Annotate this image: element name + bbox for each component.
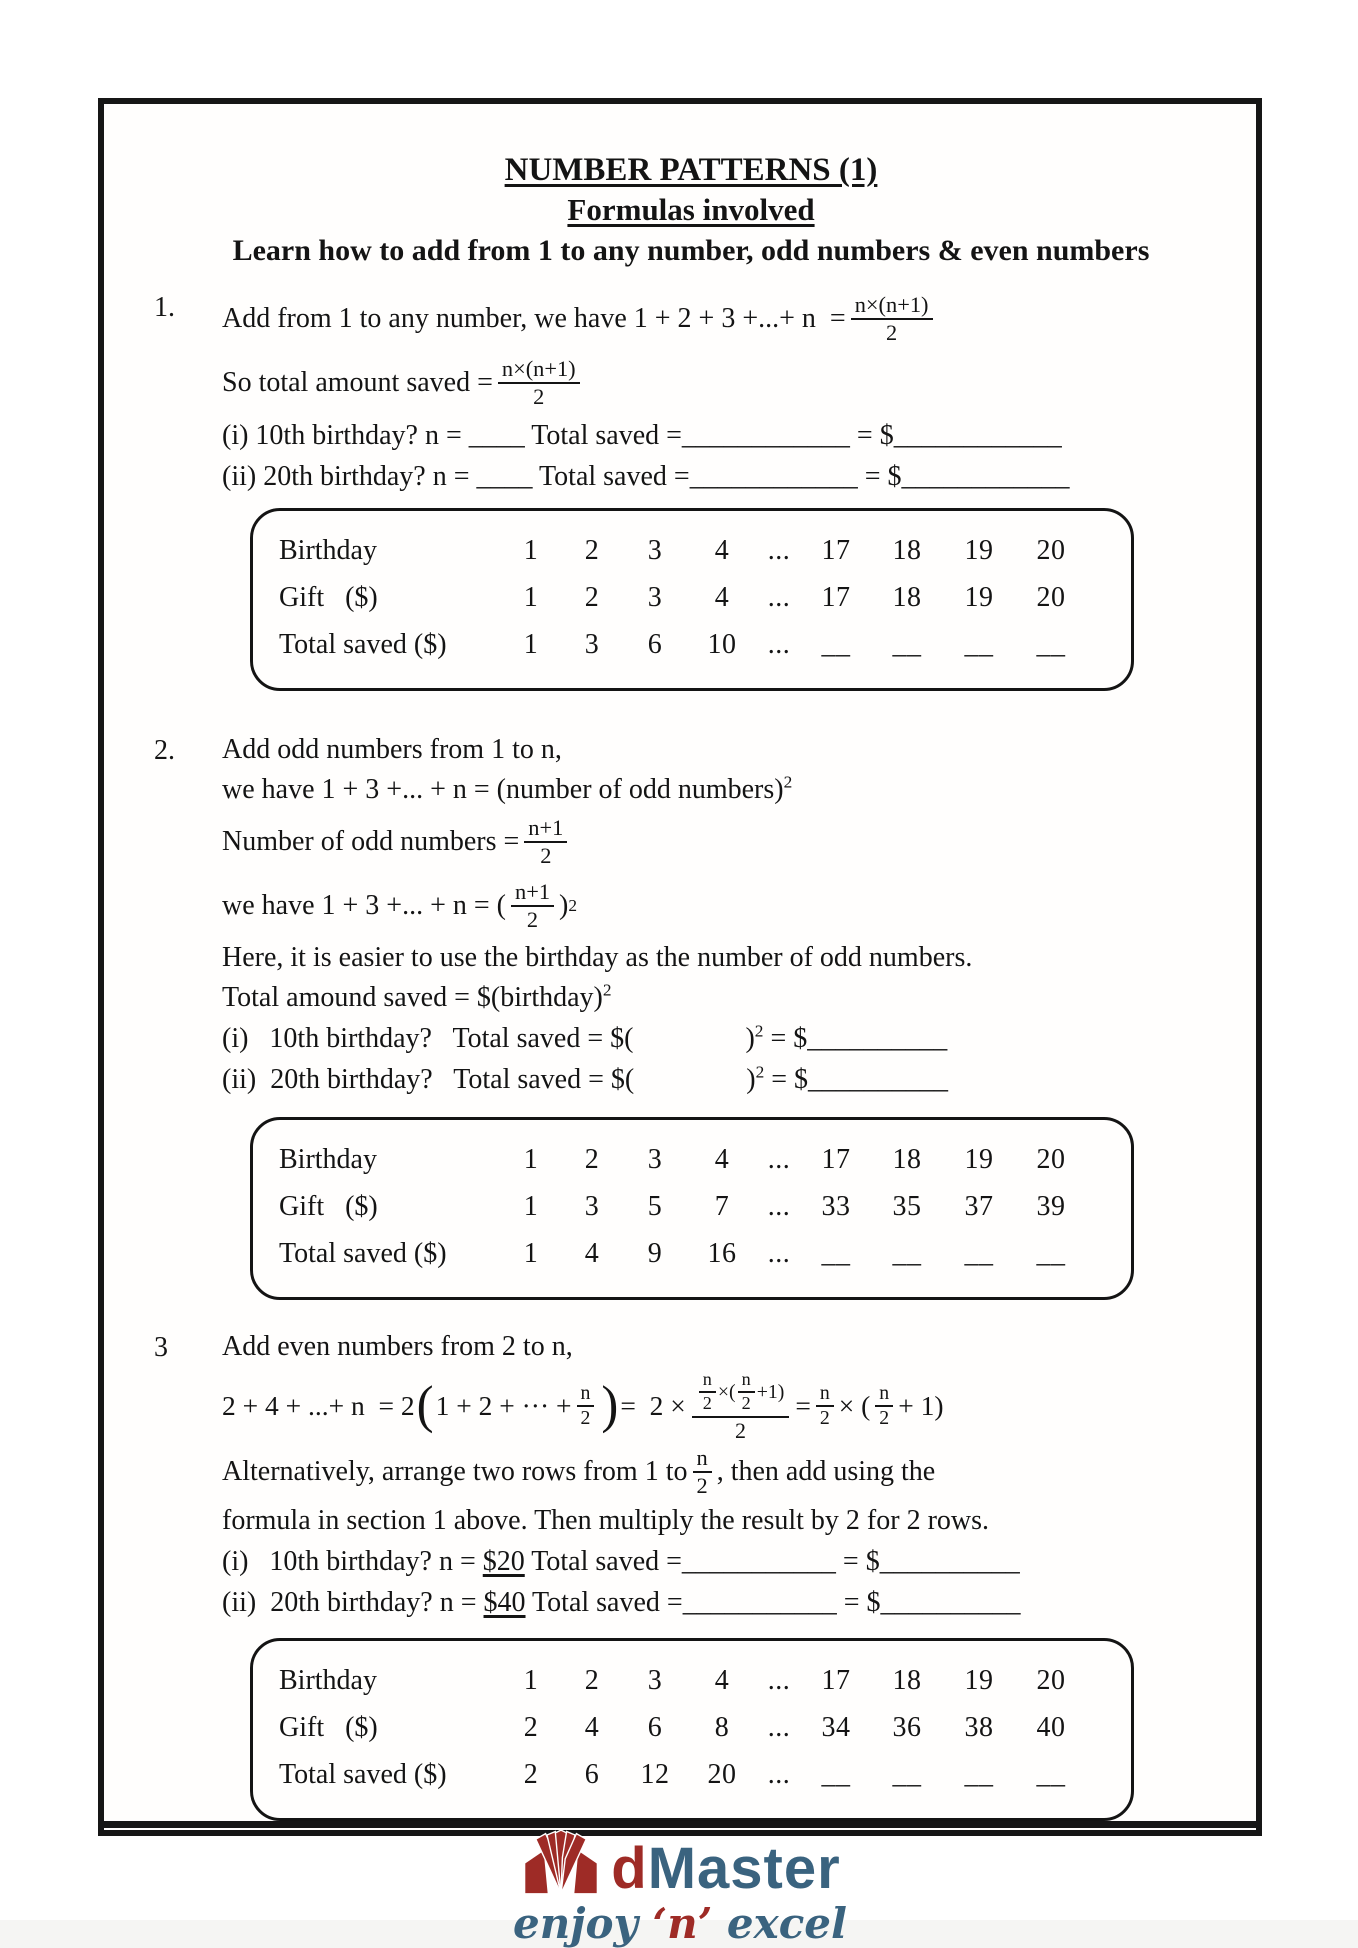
cell: 3 xyxy=(647,1665,663,1696)
item-text: (i) 10th birthday? Total saved = $( xyxy=(222,1023,634,1054)
cell: 2 xyxy=(523,1759,539,1790)
cell: 1 xyxy=(523,1665,539,1696)
section-1-saved-line xyxy=(222,352,1228,414)
numerator xyxy=(692,1370,790,1417)
cell: 1 xyxy=(523,535,539,566)
section-2-item-i xyxy=(222,1019,1228,1058)
close-paren: ) xyxy=(601,1375,619,1435)
blank-cell: __ xyxy=(821,1759,851,1790)
numerator: n xyxy=(875,1383,893,1407)
cell: 1 xyxy=(523,1238,539,1269)
table-row xyxy=(279,527,1107,574)
cell: 19 xyxy=(964,1665,994,1696)
section-3-line-4: formula in section 1 above. Then multiply the result by 2 for 2 rows. xyxy=(222,1505,990,1536)
blank-cell: __ xyxy=(821,1238,851,1269)
brand-slogan xyxy=(513,1900,847,1948)
cell: 7 xyxy=(714,1191,730,1222)
cell: 18 xyxy=(892,1665,922,1696)
brand-wordmark xyxy=(611,1836,841,1901)
cell: 5 xyxy=(647,1191,663,1222)
cell: 4 xyxy=(714,1144,730,1175)
big-fraction xyxy=(692,1370,790,1441)
cell: 3 xyxy=(584,629,600,660)
blank-cell: __ xyxy=(964,629,994,660)
line-text: Number of odd numbers = xyxy=(222,826,520,857)
numerator: n xyxy=(738,1370,755,1393)
cell: 38 xyxy=(964,1712,994,1743)
close-paren: ) xyxy=(746,1064,756,1095)
dmaster-logo-icon xyxy=(519,1828,603,1898)
section-3-formula xyxy=(222,1368,1228,1444)
formula-text: ×( xyxy=(717,1380,736,1403)
item-text: Total saved =___________ = $__________ xyxy=(525,1587,1021,1618)
table-row xyxy=(279,574,1107,621)
cell: 10 xyxy=(707,629,737,660)
cell: 2 xyxy=(584,1144,600,1175)
cell: 6 xyxy=(584,1759,600,1790)
section-1-body xyxy=(222,288,1228,498)
formula-text: = 2 × xyxy=(620,1390,686,1421)
fraction xyxy=(693,1446,712,1498)
line-text: we have 1 + 3 +... + n = ( xyxy=(222,890,506,921)
filled-answer: $20 xyxy=(482,1546,525,1577)
cell: 17 xyxy=(821,535,851,566)
pattern-table-2 xyxy=(250,1117,1134,1300)
cell: 1 xyxy=(523,582,539,613)
row-label: Birthday xyxy=(279,1144,377,1175)
fraction xyxy=(816,1383,834,1430)
section-2-number: 2. xyxy=(154,735,175,766)
page-title: NUMBER PATTERNS (1) xyxy=(504,152,878,188)
blank-cell: __ xyxy=(1036,1238,1066,1269)
brand-d: d xyxy=(611,1836,648,1901)
row-label: Total saved ($) xyxy=(279,629,447,660)
numerator: n xyxy=(816,1383,834,1407)
numerator: n×(n+1) xyxy=(851,293,933,320)
fraction xyxy=(738,1370,755,1413)
blank-cell: __ xyxy=(1036,629,1066,660)
cell: 12 xyxy=(640,1759,670,1790)
numerator: n+1 xyxy=(524,816,567,843)
line-text: we have 1 + 3 +... + n = (number of odd numbers) xyxy=(222,774,784,805)
blank-cell: __ xyxy=(1036,1759,1066,1790)
intro-text: Add from 1 to any number, we have 1 + 2 + 3 +...+ n = xyxy=(222,303,846,334)
section-2-item-ii xyxy=(222,1060,1228,1099)
item-text: (i) 10th birthday? n = xyxy=(222,1546,483,1577)
cell: 2 xyxy=(584,535,600,566)
exponent: 2 xyxy=(602,980,612,1000)
table-row xyxy=(279,1183,1107,1230)
cell: 1 xyxy=(523,1191,539,1222)
cell: 8 xyxy=(714,1712,730,1743)
row-label: Birthday xyxy=(279,1665,377,1696)
table-row xyxy=(279,1136,1107,1183)
numerator: n+1 xyxy=(511,880,554,907)
cell: 2 xyxy=(584,1665,600,1696)
formula-text: 1 + 2 + ··· + xyxy=(435,1390,572,1421)
cell: 16 xyxy=(707,1238,737,1269)
item-text: Total saved =___________ = $__________ xyxy=(524,1546,1020,1577)
formula-text: = xyxy=(795,1390,811,1421)
title-block xyxy=(154,150,1228,272)
pattern-table-1 xyxy=(250,508,1134,691)
section-1-number: 1. xyxy=(154,292,175,323)
line-text: Alternatively, arrange two rows from 1 to xyxy=(222,1456,688,1487)
cell: 3 xyxy=(584,1191,600,1222)
slogan-n: ‘n’ xyxy=(652,1899,713,1948)
fraction xyxy=(875,1383,893,1430)
denominator: 2 xyxy=(819,1407,830,1429)
formula-text: +1) xyxy=(756,1380,785,1403)
blank-cell: __ xyxy=(821,629,851,660)
cell: 6 xyxy=(647,629,663,660)
cell: 20 xyxy=(707,1759,737,1790)
section-2-line-1: Add odd numbers from 1 to n, xyxy=(222,734,562,765)
cell: ... xyxy=(767,535,791,566)
cell: 3 xyxy=(647,535,663,566)
fraction xyxy=(498,357,580,409)
cell: 19 xyxy=(964,582,994,613)
line-text: , then add using the xyxy=(716,1456,936,1487)
section-3-line-1: Add even numbers from 2 to n, xyxy=(222,1331,573,1362)
exponent: 2 xyxy=(783,772,793,792)
section-1-intro-line xyxy=(222,288,1228,350)
item-text: (ii) 20th birthday? n = xyxy=(222,1587,484,1618)
cell: 17 xyxy=(821,1665,851,1696)
row-label: Birthday xyxy=(279,535,377,566)
blank-cell: __ xyxy=(964,1238,994,1269)
row-label: Total saved ($) xyxy=(279,1238,447,1269)
cell: 20 xyxy=(1036,1144,1066,1175)
section-2-line-5: Here, it is easier to use the birthday as the number of odd numbers. xyxy=(222,942,973,973)
cell: 3 xyxy=(647,582,663,613)
section-3 xyxy=(154,1328,1228,1624)
footer xyxy=(104,1821,1256,1948)
row-label: Gift ($) xyxy=(279,1712,378,1743)
cell: ... xyxy=(767,582,791,613)
cell: ... xyxy=(767,1144,791,1175)
cell: 2 xyxy=(523,1712,539,1743)
brand-master: Master xyxy=(647,1836,841,1901)
fraction xyxy=(851,293,933,345)
saved-text: So total amount saved = xyxy=(222,367,493,398)
item-text: = $__________ xyxy=(764,1064,949,1095)
filled-answer: $40 xyxy=(483,1587,526,1618)
section-2-line-4: we have 1 + 3 +... + n = ( $\frac{n+1}{2}$ ) 2 xyxy=(222,878,578,932)
item-text: (ii) 20th birthday? Total saved = $( xyxy=(222,1064,635,1095)
denominator: 2 xyxy=(526,907,539,932)
formula-text: 2 + 4 + ...+ n = 2 xyxy=(222,1390,415,1421)
cell: 34 xyxy=(821,1712,851,1743)
formula-text: + 1) xyxy=(898,1390,944,1421)
table-row xyxy=(279,1230,1107,1277)
blank-cell: __ xyxy=(964,1759,994,1790)
cell: 40 xyxy=(1036,1712,1066,1743)
cell: 17 xyxy=(821,582,851,613)
close-paren: ) xyxy=(745,1023,755,1054)
close-paren: ) xyxy=(559,890,569,921)
exponent: 2 xyxy=(755,1062,765,1082)
cell: ... xyxy=(767,1238,791,1269)
denominator: 2 xyxy=(580,1407,591,1429)
denominator: 2 xyxy=(879,1407,890,1429)
slogan-pre: enjoy xyxy=(513,1899,653,1948)
cell: 20 xyxy=(1036,535,1066,566)
worksheet-content xyxy=(104,104,1256,1821)
section-3-alt-line xyxy=(222,1444,1228,1500)
section-1-item-i: (i) 10th birthday? n = ____ Total saved =____________ = $____________ xyxy=(222,420,1062,451)
section-2-line-3 xyxy=(222,811,1228,873)
open-paren: ( xyxy=(416,1375,434,1435)
section-3-item-i xyxy=(222,1542,1228,1581)
row-label: Gift ($) xyxy=(279,582,378,613)
denominator: 2 xyxy=(533,384,545,409)
denominator: 2 xyxy=(540,843,552,868)
cell: ... xyxy=(767,1191,791,1222)
section-2-line-6 xyxy=(222,979,1228,1017)
blank-cell: __ xyxy=(892,1238,922,1269)
brand-row xyxy=(519,1828,841,1901)
numerator: n×(n+1) xyxy=(498,357,580,384)
cell: 35 xyxy=(892,1191,922,1222)
fraction xyxy=(524,816,567,868)
table-row xyxy=(279,1751,1107,1798)
item-text: = $__________ xyxy=(763,1023,948,1054)
cell: 19 xyxy=(964,1144,994,1175)
section-3-body xyxy=(222,1328,1228,1624)
cell: 18 xyxy=(892,582,922,613)
denominator: 2 xyxy=(741,1392,751,1413)
section-2 xyxy=(154,731,1228,1101)
denominator: 2 xyxy=(702,1392,712,1413)
cell: 39 xyxy=(1036,1191,1066,1222)
cell: 33 xyxy=(821,1191,851,1222)
cell: 1 xyxy=(523,629,539,660)
blank-cell: __ xyxy=(892,1759,922,1790)
denominator: 2 xyxy=(696,1473,708,1498)
numerator: n xyxy=(699,1370,716,1393)
cell: 4 xyxy=(714,582,730,613)
row-label: Gift ($) xyxy=(279,1191,378,1222)
denominator: 2 xyxy=(735,1417,747,1443)
cell: ... xyxy=(767,629,791,660)
section-1 xyxy=(154,288,1228,498)
section-2-body xyxy=(222,731,1228,1101)
cell: 1 xyxy=(523,1144,539,1175)
cell: 18 xyxy=(892,1144,922,1175)
cell: 4 xyxy=(714,1665,730,1696)
worksheet-border xyxy=(98,98,1262,1948)
cell: 9 xyxy=(647,1238,663,1269)
exponent: 2 xyxy=(754,1021,764,1041)
cell: ... xyxy=(767,1712,791,1743)
slogan-post: excel xyxy=(712,1899,847,1948)
cell: 4 xyxy=(584,1712,600,1743)
cell: 3 xyxy=(647,1144,663,1175)
cell: 4 xyxy=(714,535,730,566)
cell: 20 xyxy=(1036,582,1066,613)
cell: 37 xyxy=(964,1191,994,1222)
cell: ... xyxy=(767,1759,791,1790)
cell: 36 xyxy=(892,1712,922,1743)
cell: 17 xyxy=(821,1144,851,1175)
formula-text: × ( xyxy=(838,1390,871,1421)
table-row xyxy=(279,1657,1107,1704)
cell: 18 xyxy=(892,535,922,566)
cell: ... xyxy=(767,1665,791,1696)
pattern-table-3 xyxy=(250,1638,1134,1821)
numerator: n xyxy=(577,1383,595,1407)
table-row xyxy=(279,621,1107,668)
row-label: Total saved ($) xyxy=(279,1759,447,1790)
blank-cell: __ xyxy=(892,629,922,660)
section-2-line-2 xyxy=(222,771,1228,809)
cell: 4 xyxy=(584,1238,600,1269)
section-3-number: 3 xyxy=(154,1332,168,1363)
cell: 6 xyxy=(647,1712,663,1743)
cell: 20 xyxy=(1036,1665,1066,1696)
section-3-item-ii xyxy=(222,1583,1228,1622)
tagline: Learn how to add from 1 to any number, odd numbers & even numbers xyxy=(232,234,1150,267)
fraction xyxy=(577,1383,595,1430)
table-row xyxy=(279,1704,1107,1751)
numerator: n xyxy=(693,1446,712,1473)
fraction xyxy=(699,1370,716,1413)
page-subtitle: Formulas involved xyxy=(567,192,815,227)
denominator: 2 xyxy=(886,320,898,345)
line-text: Total amound saved = $(birthday) xyxy=(222,982,603,1013)
fraction xyxy=(511,880,554,932)
section-1-item-ii: (ii) 20th birthday? n = ____ Total saved =____________ = $____________ xyxy=(222,461,1070,492)
cell: 2 xyxy=(584,582,600,613)
cell: 19 xyxy=(964,535,994,566)
